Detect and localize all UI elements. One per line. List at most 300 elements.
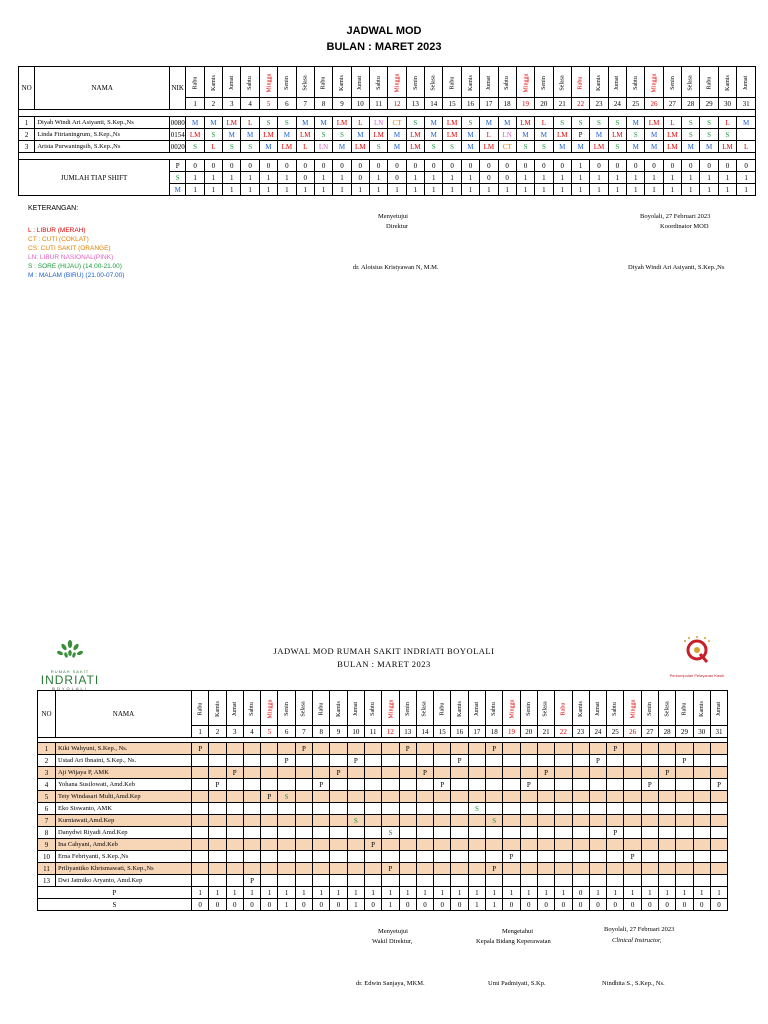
total-value: 0 <box>737 160 756 172</box>
mod-schedule-table-2 <box>37 690 728 911</box>
day-name: Jumat <box>231 701 238 716</box>
shift-cell <box>243 743 260 755</box>
header-no: NO <box>38 691 56 738</box>
total-value: 1 <box>468 887 485 899</box>
legend-item: L : LIBUR (MERAH) <box>28 227 86 234</box>
shift-cell <box>295 863 312 875</box>
total-value: 0 <box>641 899 658 911</box>
shift-cell <box>468 779 485 791</box>
shift-cell <box>486 791 503 803</box>
total-value: 1 <box>313 887 330 899</box>
shift-cell <box>468 851 485 863</box>
day-name-header <box>535 67 553 98</box>
shift-cell <box>468 827 485 839</box>
shift-cell <box>624 875 641 887</box>
shift-cell <box>572 767 589 779</box>
shift-cell <box>641 743 658 755</box>
total-value: 1 <box>461 184 479 196</box>
day-name-header <box>608 67 626 98</box>
shift-cell <box>537 755 554 767</box>
shift-cell <box>572 755 589 767</box>
shift-cell <box>589 767 606 779</box>
day-name: Selasa <box>664 700 671 717</box>
total-value: 0 <box>296 160 314 172</box>
shift-cell <box>537 839 554 851</box>
shift-cell <box>624 815 641 827</box>
day-name: Jumat <box>228 75 235 90</box>
date-number-header: 11 <box>369 98 387 110</box>
date-number-header: 6 <box>278 726 295 738</box>
total-value: 1 <box>520 887 537 899</box>
shift-cell <box>434 839 451 851</box>
total-value: 1 <box>369 172 387 184</box>
shift-cell <box>382 803 399 815</box>
shift-cell <box>434 851 451 863</box>
shift-cell <box>330 839 347 851</box>
date-number-header: 8 <box>314 98 332 110</box>
total-value: 1 <box>718 184 736 196</box>
total-value: 1 <box>241 172 259 184</box>
table-row <box>38 827 728 839</box>
day-name-header <box>186 67 204 98</box>
total-value: 0 <box>627 160 645 172</box>
total-value: 1 <box>333 172 351 184</box>
shift-cell <box>278 827 295 839</box>
shift-cell <box>243 815 260 827</box>
total-value: 1 <box>296 184 314 196</box>
total-value: 1 <box>443 172 461 184</box>
total-value: 1 <box>608 172 626 184</box>
shift-cell <box>710 767 727 779</box>
date-number-header: 6 <box>278 98 296 110</box>
total-value: 0 <box>607 899 624 911</box>
shift-cell <box>555 755 572 767</box>
total-value: 0 <box>351 172 369 184</box>
shift-cell: P <box>295 743 312 755</box>
shift-cell <box>676 851 693 863</box>
total-value: 1 <box>641 887 658 899</box>
total-value: 1 <box>278 184 296 196</box>
total-value: 0 <box>330 899 347 911</box>
shift-cell <box>243 779 260 791</box>
shift-cell <box>192 827 209 839</box>
shift-cell <box>313 863 330 875</box>
shift-cell <box>693 743 710 755</box>
table-row <box>38 875 728 887</box>
day-name-header <box>261 691 278 726</box>
shift-cell: M <box>425 129 443 141</box>
day-name: Minggu <box>509 698 516 719</box>
shift-cell <box>399 863 416 875</box>
day-name-header <box>226 691 243 726</box>
shift-cell <box>555 815 572 827</box>
total-value: 1 <box>571 184 589 196</box>
doc1-subtitle: BULAN : MARET 2023 <box>326 41 442 53</box>
day-name: Kamis <box>595 74 602 91</box>
total-value: 0 <box>241 160 259 172</box>
legend-item: CT : CUTI (COKLAT) <box>28 236 89 243</box>
total-value: 1 <box>516 184 534 196</box>
total-value: 1 <box>553 172 571 184</box>
total-value: 0 <box>555 899 572 911</box>
date-number-header: 20 <box>520 726 537 738</box>
shift-cell: L <box>351 117 369 129</box>
shift-cell <box>364 803 381 815</box>
staff-name: Dwi Jatmiko Aryanto, Amd.Kep <box>56 875 192 887</box>
shift-cell <box>503 863 520 875</box>
total-value: 0 <box>204 160 222 172</box>
shift-cell: M <box>241 129 259 141</box>
date-number-header: 12 <box>382 726 399 738</box>
total-value: 1 <box>535 172 553 184</box>
shift-cell <box>364 815 381 827</box>
total-value: 1 <box>737 184 756 196</box>
shift-cell <box>382 851 399 863</box>
shift-cell <box>451 863 468 875</box>
day-name-header <box>330 691 347 726</box>
shift-cell <box>434 755 451 767</box>
shift-cell <box>659 827 676 839</box>
shift-cell <box>364 767 381 779</box>
total-value: 0 <box>480 160 498 172</box>
shift-cell: S <box>204 129 222 141</box>
shift-cell <box>676 767 693 779</box>
total-value: 1 <box>663 172 681 184</box>
shift-cell: S <box>186 141 204 153</box>
shift-cell <box>641 839 658 851</box>
shift-cell <box>261 815 278 827</box>
shift-cell <box>261 839 278 851</box>
shift-cell: L <box>663 117 681 129</box>
staff-name: Tety Windasari Multi,Amd.Kep <box>56 791 192 803</box>
day-name: Sabtu <box>375 75 382 90</box>
day-name: Jumat <box>594 701 601 716</box>
staff-name: Erna Febriyanti, S.Kep.,Ns <box>56 851 192 863</box>
shift-cell <box>607 863 624 875</box>
shift-cell: M <box>535 129 553 141</box>
date-number-header: 5 <box>261 726 278 738</box>
date-number-header: 16 <box>451 726 468 738</box>
doc2-title: JADWAL MOD RUMAH SAKIT INDRIATI BOYOLALI <box>273 646 495 656</box>
shift-cell <box>278 743 295 755</box>
total-value: 0 <box>223 160 241 172</box>
shift-cell <box>382 779 399 791</box>
date-number-header: 12 <box>388 98 406 110</box>
day-name-header <box>718 67 736 98</box>
day-name: Jumat <box>352 701 359 716</box>
shift-cell <box>330 791 347 803</box>
total-value: 0 <box>364 899 381 911</box>
day-name-header <box>461 67 479 98</box>
shift-cell <box>295 755 312 767</box>
day-name-header <box>659 691 676 726</box>
shift-cell: S <box>382 827 399 839</box>
total-value: 1 <box>192 887 209 899</box>
shift-cell <box>503 779 520 791</box>
day-name-header <box>406 67 424 98</box>
shift-cell <box>572 815 589 827</box>
total-value: 1 <box>226 887 243 899</box>
total-value: 0 <box>388 172 406 184</box>
total-value: 1 <box>589 887 606 899</box>
shift-cell <box>589 827 606 839</box>
day-name: Rabu <box>192 76 199 89</box>
shift-cell <box>347 767 364 779</box>
shift-cell: M <box>223 129 241 141</box>
total-value: 1 <box>451 887 468 899</box>
shift-cell: M <box>571 141 589 153</box>
date-number-header: 8 <box>313 726 330 738</box>
total-value: 0 <box>480 172 498 184</box>
date-number-header: 10 <box>347 726 364 738</box>
shift-cell: LM <box>608 129 626 141</box>
shift-cell <box>347 803 364 815</box>
shift-cell <box>313 743 330 755</box>
shift-cell: M <box>259 141 277 153</box>
shift-cell <box>607 755 624 767</box>
shift-cell <box>209 803 226 815</box>
logo-name: INDRIATI <box>40 673 100 687</box>
shift-cell: P <box>243 875 260 887</box>
shift-cell: L <box>718 117 736 129</box>
shift-cell: LN <box>498 129 516 141</box>
shift-cell <box>555 767 572 779</box>
shift-cell <box>226 755 243 767</box>
date-number-header: 25 <box>607 726 624 738</box>
shift-cell: S <box>486 815 503 827</box>
day-name-header <box>351 67 369 98</box>
total-value: 0 <box>645 160 663 172</box>
day-name-header <box>676 691 693 726</box>
shift-cell <box>641 815 658 827</box>
day-name: Kamis <box>467 74 474 91</box>
shift-cell <box>537 803 554 815</box>
day-name-header <box>443 67 461 98</box>
shift-cell <box>434 791 451 803</box>
day-name-header <box>314 67 332 98</box>
total-value: 1 <box>676 887 693 899</box>
day-name: Senin <box>283 75 290 90</box>
shift-cell <box>261 863 278 875</box>
shift-cell <box>641 863 658 875</box>
shift-cell: S <box>590 117 608 129</box>
shift-cell <box>607 803 624 815</box>
day-name: Kamis <box>335 700 342 717</box>
shift-cell: L <box>204 141 222 153</box>
total-value: 0 <box>388 160 406 172</box>
shift-cell <box>382 767 399 779</box>
total-value: 1 <box>535 184 553 196</box>
shift-cell: S <box>406 117 424 129</box>
shift-cell: P <box>589 755 606 767</box>
shift-cell <box>243 839 260 851</box>
shift-cell: LM <box>443 129 461 141</box>
day-name: Sabtu <box>370 701 377 716</box>
shift-cell <box>710 803 727 815</box>
date-number-header: 21 <box>537 726 554 738</box>
shift-cell <box>676 863 693 875</box>
row-no: 6 <box>38 803 56 815</box>
shift-cell <box>226 863 243 875</box>
total-value: 0 <box>676 899 693 911</box>
day-name: Minggu <box>388 698 395 719</box>
shift-cell <box>451 779 468 791</box>
total-value: 1 <box>607 887 624 899</box>
legend-item: LN: LIBUR NASIONAL(PINK) <box>28 254 114 261</box>
shift-cell: M <box>737 117 756 129</box>
shift-cell <box>641 767 658 779</box>
shift-cell: LM <box>516 117 534 129</box>
shift-cell <box>416 863 433 875</box>
shift-cell <box>295 767 312 779</box>
coordinator-role: Koordinator MOD <box>660 223 709 230</box>
shift-cell <box>295 791 312 803</box>
shift-cell: M <box>627 141 645 153</box>
shift-cell <box>416 839 433 851</box>
shift-cell <box>503 827 520 839</box>
shift-cell <box>676 815 693 827</box>
total-value: 1 <box>243 887 260 899</box>
shift-cell <box>416 803 433 815</box>
shift-cell: P <box>659 767 676 779</box>
total-value: 1 <box>571 172 589 184</box>
shift-cell <box>710 743 727 755</box>
shift-cell <box>503 839 520 851</box>
shift-cell <box>330 815 347 827</box>
shift-cell: S <box>314 129 332 141</box>
total-value: 0 <box>451 899 468 911</box>
total-value: 0 <box>226 899 243 911</box>
total-value: 1 <box>399 887 416 899</box>
shift-cell <box>278 779 295 791</box>
total-value: 1 <box>406 184 424 196</box>
shift-cell <box>486 803 503 815</box>
total-value: 0 <box>369 160 387 172</box>
shift-cell <box>192 755 209 767</box>
shift-cell <box>192 815 209 827</box>
shift-cell <box>451 851 468 863</box>
day-name: Rabu <box>577 76 584 89</box>
day-name: Senin <box>669 75 676 90</box>
total-value: 1 <box>406 172 424 184</box>
shift-cell: M <box>425 117 443 129</box>
shift-cell: P <box>416 767 433 779</box>
date-number-header: 4 <box>243 726 260 738</box>
day-name-header <box>434 691 451 726</box>
total-value: 1 <box>624 887 641 899</box>
shift-cell <box>399 779 416 791</box>
shift-cell <box>589 863 606 875</box>
day-name-header <box>388 67 406 98</box>
shift-cell <box>399 851 416 863</box>
shift-cell <box>261 755 278 767</box>
row-no: 1 <box>19 117 35 129</box>
shift-cell <box>226 839 243 851</box>
shift-cell <box>693 851 710 863</box>
shift-cell: CT <box>388 117 406 129</box>
total-value: 1 <box>700 184 718 196</box>
shift-cell <box>243 755 260 767</box>
shift-cell: L <box>296 141 314 153</box>
day-name: Jumat <box>716 701 723 716</box>
shift-cell <box>313 815 330 827</box>
sig2-label: Mengetahui <box>502 928 534 935</box>
staff-name: Linda Fitrianingrum, S.Kep.,Ns <box>35 129 170 141</box>
shift-cell <box>364 743 381 755</box>
shift-cell <box>659 743 676 755</box>
total-value: 1 <box>347 899 364 911</box>
shift-cell <box>624 779 641 791</box>
total-value: 1 <box>425 184 443 196</box>
day-name-header <box>645 67 663 98</box>
date-number-header: 24 <box>589 726 606 738</box>
shift-cell: S <box>608 117 626 129</box>
row-no: 2 <box>19 129 35 141</box>
shift-cell <box>693 803 710 815</box>
doc1-title: JADWAL MOD <box>346 25 422 37</box>
shift-cell: S <box>278 791 295 803</box>
total-value: 0 <box>434 899 451 911</box>
shift-cell <box>209 791 226 803</box>
date-number-header: 31 <box>710 726 727 738</box>
shift-cell <box>243 863 260 875</box>
date-number-header: 11 <box>364 726 381 738</box>
shift-cell <box>399 767 416 779</box>
shift-cell <box>330 803 347 815</box>
total-label: JUMLAH TIAP SHIFT <box>19 160 170 196</box>
shift-cell <box>278 815 295 827</box>
shift-cell: LM <box>443 117 461 129</box>
shift-cell: M <box>682 141 700 153</box>
shift-cell <box>382 815 399 827</box>
date-number-header: 3 <box>226 726 243 738</box>
shift-cell <box>347 839 364 851</box>
shift-cell: LM <box>718 141 736 153</box>
shift-cell <box>226 743 243 755</box>
total-value: 0 <box>718 160 736 172</box>
row-no: 9 <box>38 839 56 851</box>
shift-cell <box>555 743 572 755</box>
date-number-header: 23 <box>590 98 608 110</box>
shift-cell <box>364 863 381 875</box>
shift-cell: LM <box>369 129 387 141</box>
shift-cell: S <box>682 117 700 129</box>
date-number-header: 7 <box>295 726 312 738</box>
shift-cell: LN <box>369 117 387 129</box>
day-name-header <box>333 67 351 98</box>
day-name-header <box>347 691 364 726</box>
total-value: 0 <box>693 899 710 911</box>
total-value: 1 <box>693 887 710 899</box>
shift-cell <box>209 815 226 827</box>
shift-cell <box>676 875 693 887</box>
total-value: 1 <box>503 887 520 899</box>
shift-cell <box>520 743 537 755</box>
staff-nik: 0020 <box>170 142 185 151</box>
shift-cell <box>710 875 727 887</box>
shift-cell <box>226 779 243 791</box>
day-name-header <box>259 67 277 98</box>
shift-cell <box>693 779 710 791</box>
shift-cell <box>295 815 312 827</box>
shift-cell <box>416 779 433 791</box>
shift-cell <box>468 839 485 851</box>
total-value: 0 <box>278 160 296 172</box>
day-name: Kamis <box>456 700 463 717</box>
table-row <box>19 117 756 129</box>
shift-cell <box>659 863 676 875</box>
shift-cell <box>641 755 658 767</box>
